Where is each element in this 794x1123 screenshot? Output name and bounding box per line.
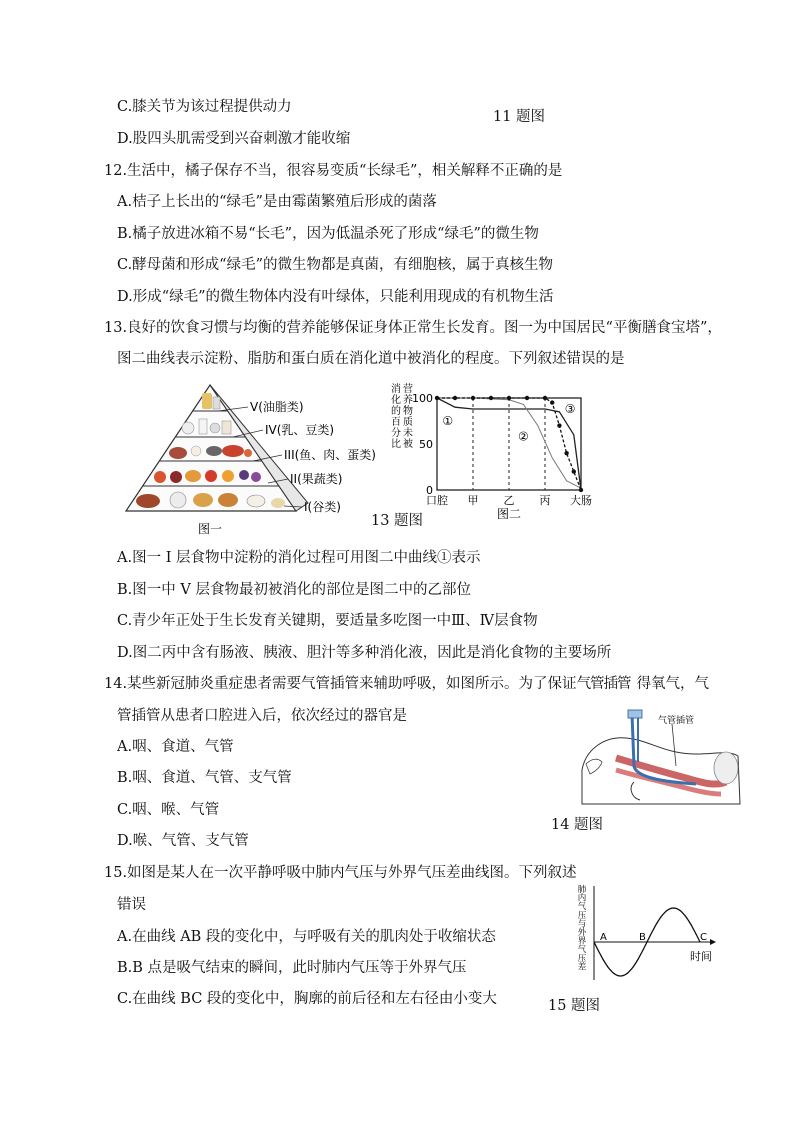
digestion-chart xyxy=(385,382,595,524)
digestion-curve-3-point xyxy=(543,396,547,400)
digestion-curve-label-2: ② xyxy=(518,429,529,444)
q15-option-c: C.在曲线 BC 段的变化中，胸廓的前后径和左右径由小变大 xyxy=(117,991,497,1007)
pressure-chart-ylabel-char: 气 xyxy=(577,902,587,913)
digestion-chart-ylabel-char: 的 xyxy=(391,406,401,417)
digestion-chart-ylabel-char: 质 xyxy=(403,417,413,428)
q15-stem-line1: 15.如图是某人在一次平静呼吸中肺内气压与外界气压差曲线图。下列叙述 xyxy=(104,865,577,881)
pyramid-level-5-label: V(油脂类) xyxy=(250,400,304,414)
digestion-chart-ylabel-char: 比 xyxy=(391,439,401,450)
q15-option-b: B.B 点是吸气结束的瞬间，此时肺内气压等于外界气压 xyxy=(117,960,467,976)
q12-option-a: A.桔子上长出的“绿毛”是由霉菌繁殖后形成的菌落 xyxy=(117,194,437,210)
q14-stem-line1 xyxy=(104,674,709,694)
q13-option-c: C.青少年正处于生长发育关键期，要适量多吃图一中Ⅲ、Ⅳ层食物 xyxy=(117,613,538,629)
digestion-chart-xtick: 甲 xyxy=(467,494,479,507)
q14-stem-part-b: 得氧气，气 xyxy=(636,676,710,692)
digestion-chart-ylabel-char: 物 xyxy=(403,406,413,417)
digestion-chart-ylabel-char: 化 xyxy=(391,395,401,406)
pressure-chart xyxy=(560,880,730,986)
q15-stem-line2: 错误 xyxy=(117,897,146,913)
digestion-chart-ylabel-char: 养 xyxy=(403,395,413,406)
q11-figure-caption: 11 题图 xyxy=(493,109,546,125)
q12-option-c: C.酵母菌和形成“绿毛”的微生物都是真菌，有细胞核，属于真核生物 xyxy=(117,257,554,273)
digestion-curve-3-point xyxy=(579,488,583,492)
q13-stem-line2: 图二曲线表示淀粉、脂肪和蛋白质在消化道中被消化的程度。下列叙述错误的是 xyxy=(117,351,625,367)
digestion-curve-3-point xyxy=(453,396,457,400)
q13-option-b: B.图一中 V 层食物最初被消化的部位是图二中的乙部位 xyxy=(117,582,471,598)
pressure-chart-ylabel-char: 肺 xyxy=(577,885,587,895)
q14-option-a: A.咽、食道、气管 xyxy=(117,739,234,755)
pressure-chart-ylabel-char: 压 xyxy=(577,953,587,964)
pressure-chart-xlabel: 时间 xyxy=(690,950,712,963)
pressure-chart-ylabel-char: 压 xyxy=(577,910,587,921)
digestion-chart-ylabel-char: 未 xyxy=(403,428,413,439)
digestion-curve-3-point xyxy=(489,396,493,400)
digestion-chart-ylabel-char: 被 xyxy=(403,439,413,450)
digestion-chart-ytick: 0 xyxy=(426,484,433,497)
digestion-chart-ytick: 50 xyxy=(419,438,433,451)
digestion-chart-ylabel-char: 百 xyxy=(391,417,401,428)
pyramid-level-3-label: III(鱼、肉、蛋类) xyxy=(284,448,376,462)
q14-stem-part-a: 14.某些新冠肺炎重症患者需要气管插管来辅助呼吸，如图所示。为了保证 xyxy=(104,676,577,692)
q12-option-d: D.形成“绿毛”的微生物体内没有叶绿体，只能利用现成的有机物生活 xyxy=(117,289,554,305)
digestion-chart-ylabel-char: 消 xyxy=(391,384,401,395)
pressure-chart-ylabel-char: 与 xyxy=(577,919,587,930)
pressure-chart-ylabel-char: 界 xyxy=(577,936,587,947)
digestion-curve-3-point xyxy=(525,396,529,400)
q14-stem-line2: 管插管从患者口腔进入后，依次经过的器官是 xyxy=(117,708,407,724)
digestion-chart-ytick: 100 xyxy=(412,392,433,405)
q15-option-a: A.在曲线 AB 段的变化中，与呼吸有关的肌肉处于收缩状态 xyxy=(117,929,496,945)
q14-option-b: B.咽、食道、气管、支气管 xyxy=(117,770,292,786)
pressure-chart-ylabel-char: 差 xyxy=(577,962,587,973)
pressure-chart-ylabel xyxy=(578,884,587,972)
pressure-chart-ylabel-char: 外 xyxy=(577,928,587,938)
q13-stem-line1: 13.良好的饮食习惯与均衡的营养能够保证身体正常生长发育。图一为中国居民“平衡膳食宝塔”， xyxy=(104,320,722,336)
q11-option-c: C.膝关节为该过程提供动力 xyxy=(117,99,292,115)
figure-one-caption: 图一 xyxy=(198,522,223,536)
q13-option-d: D.图二丙中含有肠液、胰液、胆汁等多种消化液，因此是消化食物的主要场所 xyxy=(117,645,612,661)
food-pyramid-figure xyxy=(118,383,390,539)
q14-figure-caption: 14 题图 xyxy=(551,817,604,833)
digestion-curve-3-point xyxy=(564,451,568,455)
digestion-curve-label-3: ③ xyxy=(564,402,576,417)
figure-two-caption: 图二 xyxy=(497,507,522,521)
q15-figure-caption: 15 题图 xyxy=(548,998,601,1014)
q11-option-d: D.股四头肌需受到兴奋刺激才能收缩 xyxy=(117,131,351,147)
pressure-point-label: A xyxy=(600,932,607,943)
pyramid-level-4-label: IV(乳、豆类) xyxy=(265,423,335,437)
digestion-chart-ylabel-char: 营 xyxy=(403,384,413,395)
digestion-curve-3-point xyxy=(507,396,511,400)
q12-stem: 12.生活中，橘子保存不当，很容易变质“长绿毛”，相关解释不正确的是 xyxy=(104,163,563,179)
q13-option-a: A.图一 I 层食物中淀粉的消化过程可用图二中曲线①表示 xyxy=(117,550,481,566)
digestion-curve-3-point xyxy=(471,396,475,400)
digestion-chart-xtick: 乙 xyxy=(503,494,515,507)
q14-option-c: C.咽、喉、气管 xyxy=(117,802,220,818)
q13-figure-caption: 13 题图 xyxy=(371,513,424,529)
pressure-chart-ylabel-char: 内 xyxy=(577,893,587,904)
digestion-chart-xtick: 大肠 xyxy=(570,494,592,507)
intubation-figure xyxy=(576,708,746,808)
digestion-chart-ylabel xyxy=(391,382,413,450)
intubation-tube-label: 气管插管 xyxy=(658,716,695,726)
q14-stem-overlap-label: 气管插管 xyxy=(576,676,631,692)
digestion-chart-xtick: 口腔 xyxy=(426,494,448,507)
q12-option-b: B.橘子放进冰箱不易“长毛”，因为低温杀死了形成“绿毛”的微生物 xyxy=(117,226,539,242)
digestion-curve-3-point xyxy=(435,396,439,400)
pyramid-level-2-label: II(果蔬类) xyxy=(290,472,343,486)
digestion-curve-3-point xyxy=(572,469,576,473)
pressure-point-label: C xyxy=(700,932,707,943)
q14-option-d: D.喉、气管、支气管 xyxy=(117,833,249,849)
pressure-chart-ylabel-char: 气 xyxy=(577,945,587,956)
pressure-point-label: B xyxy=(639,932,646,943)
digestion-chart-ylabel-char: 分 xyxy=(391,428,401,439)
digestion-chart-xtick: 丙 xyxy=(539,494,551,507)
pyramid-level-1-label: I(谷类) xyxy=(304,500,341,514)
digestion-curve-label-1: ① xyxy=(442,414,454,428)
digestion-curve-3-point xyxy=(557,423,561,427)
digestion-curve-3-point xyxy=(550,400,554,404)
